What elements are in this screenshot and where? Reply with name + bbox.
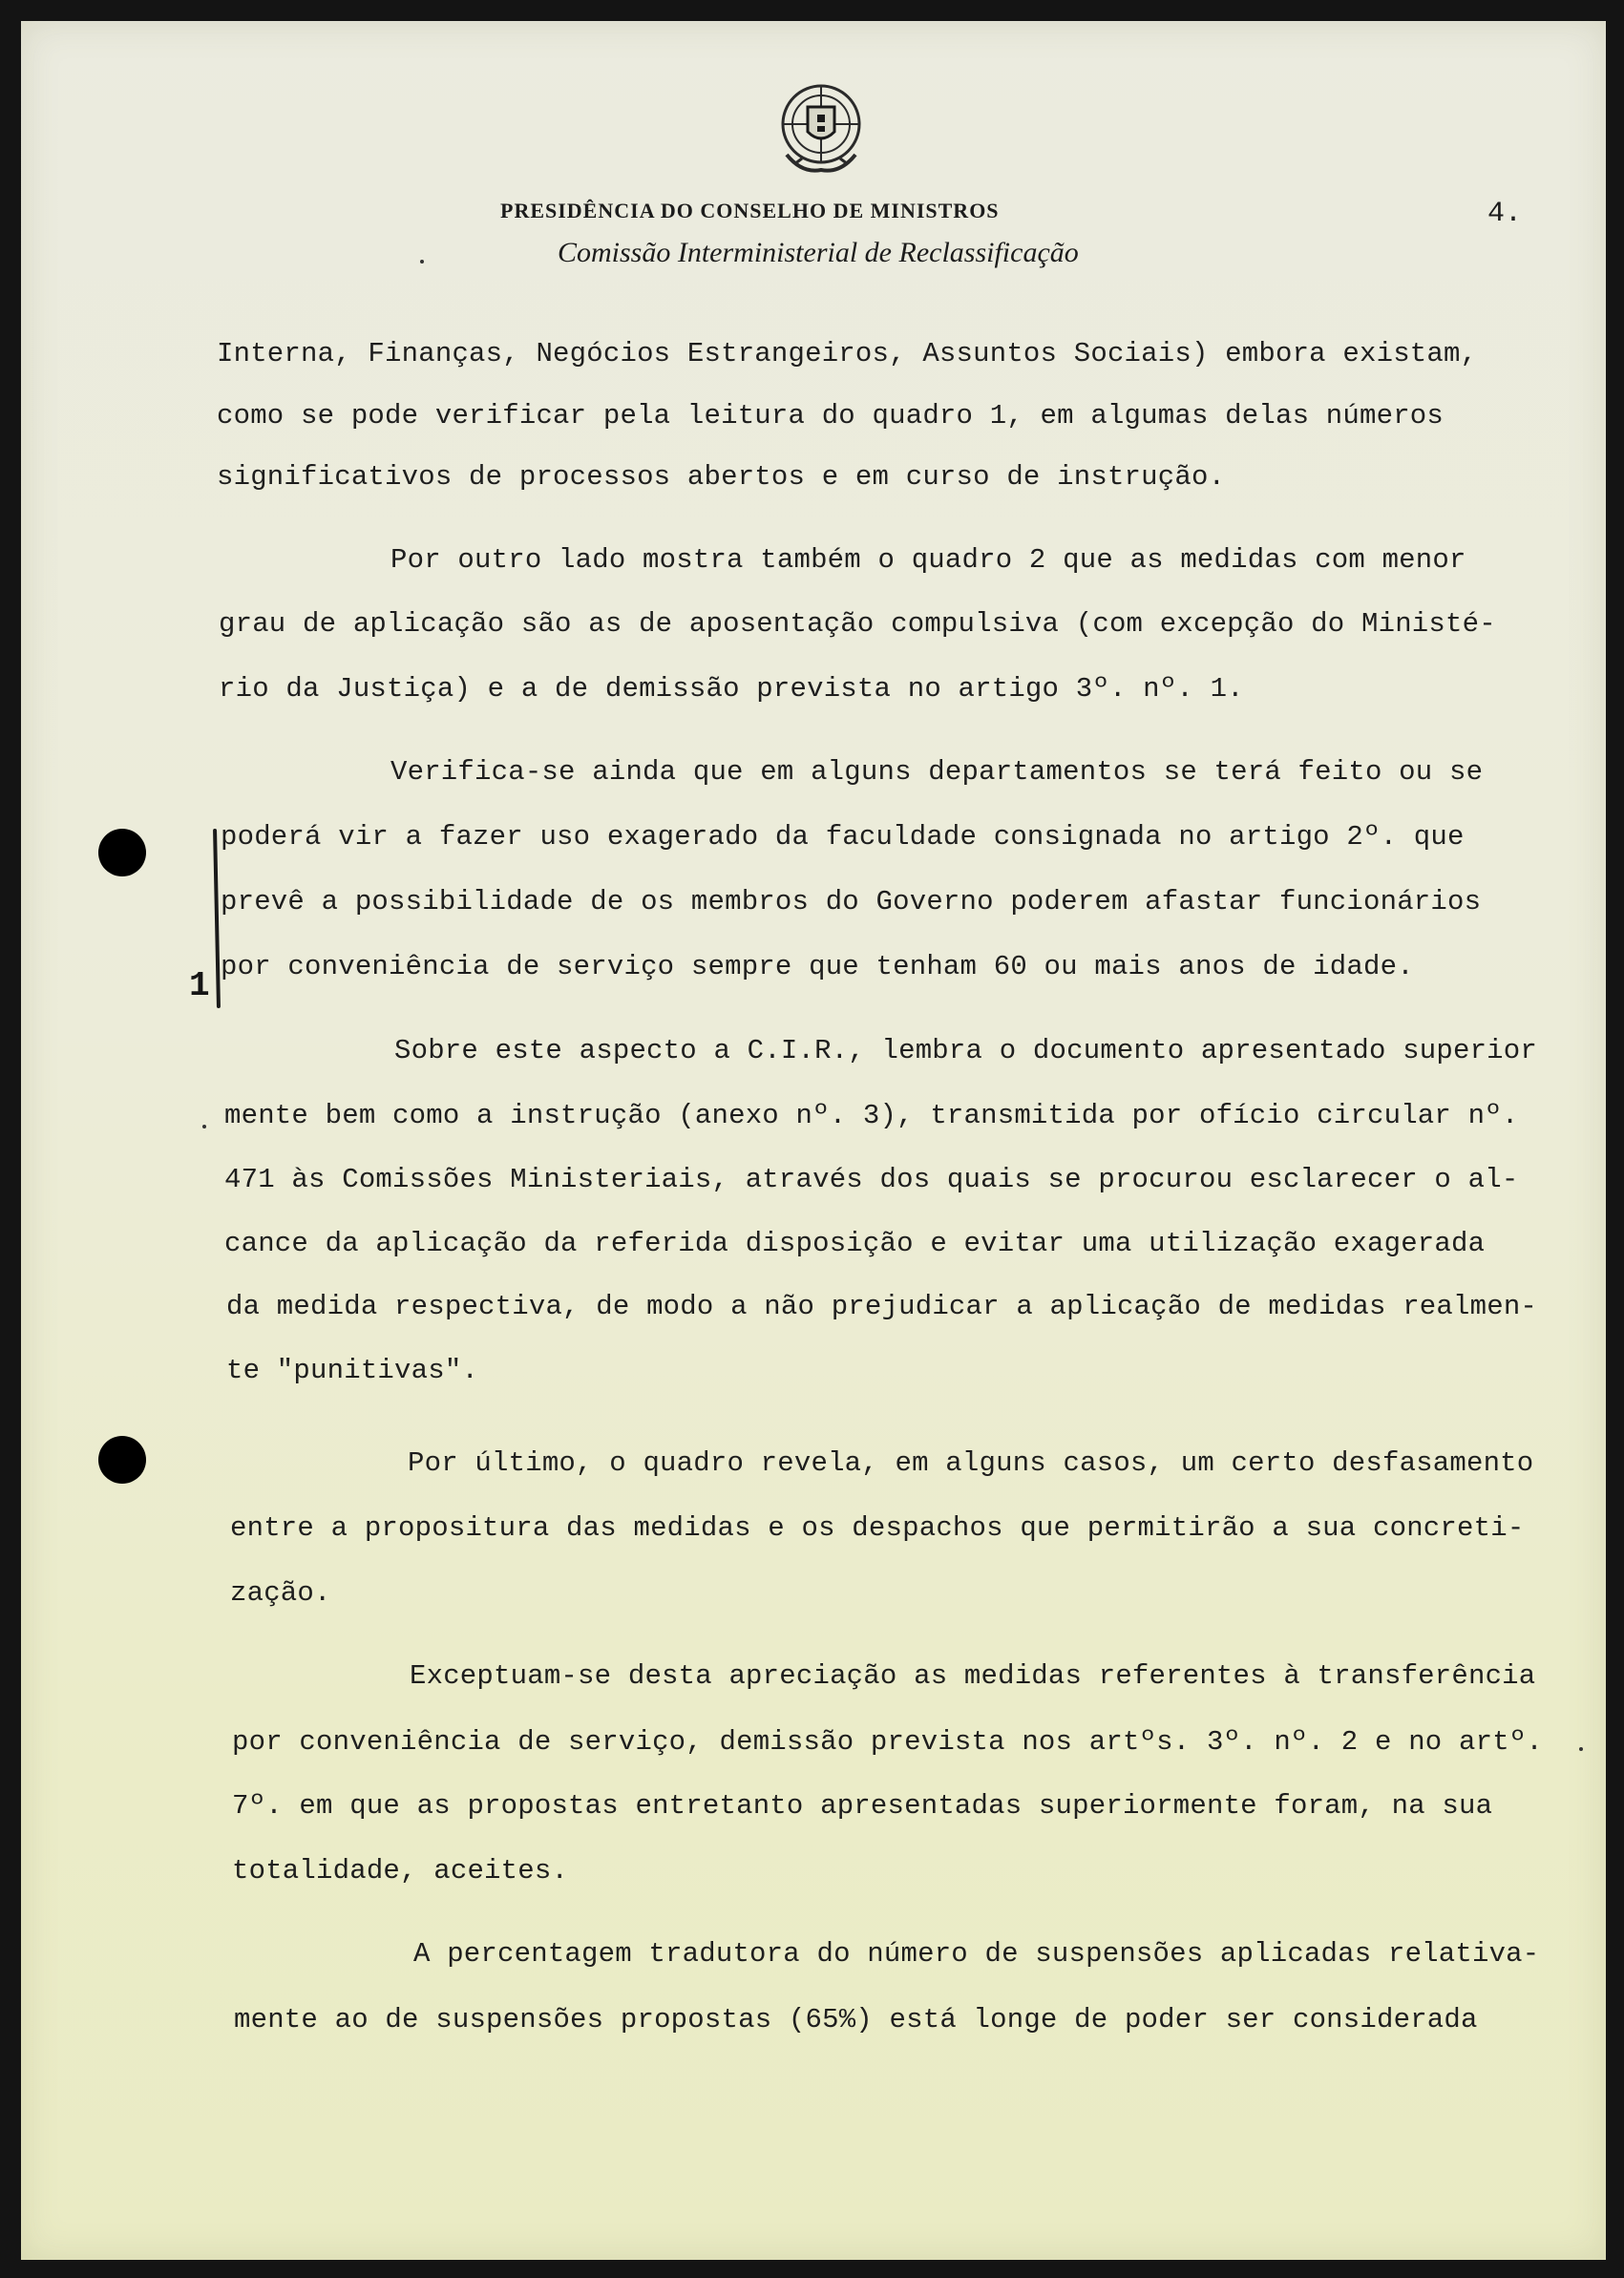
body-line: entre a propositura das medidas e os despachos que permitirão a sua concreti- [230,1512,1525,1544]
margin-bracket-line [213,829,221,1008]
punch-hole-top [98,829,146,876]
ink-speck [202,1125,206,1128]
body-line: como se pode verificar pela leitura do quadro 1, em algumas delas números [217,400,1445,432]
body-line: grau de aplicação são as de aposentação compulsiva (com excepção do Ministé- [219,608,1496,640]
body-line: A percentagem tradutora do número de suspensões aplicadas relativa- [413,1938,1540,1970]
body-line: totalidade, aceites. [232,1855,569,1887]
body-line: Exceptuam-se desta apreciação as medidas referentes à transferência [410,1660,1536,1692]
ink-speck [1579,1747,1583,1751]
body-line: rio da Justiça) e a de demissão prevista no artigo 3º. nº. 1. [219,673,1244,705]
body-line: por conveniência de serviço sempre que tenham 60 ou mais anos de idade. [221,951,1414,982]
coat-of-arms-icon [773,78,869,183]
letterhead-subtitle: Comissão Interministerial de Reclassificação [558,237,1079,268]
margin-note: 1 [189,966,210,1005]
body-line: Por outro lado mostra também o quadro 2 que as medidas com menor [390,544,1466,576]
body-line: 471 às Comissões Ministeriais, através dos quais se procurou esclarecer o al- [224,1164,1519,1195]
document-page [21,21,1606,2260]
body-line: por conveniência de serviço, demissão prevista nos artºs. 3º. nº. 2 e no artº. [232,1726,1544,1758]
body-line: Interna, Finanças, Negócios Estrangeiros, Assuntos Sociais) embora existam, [217,338,1478,369]
body-line: Por último, o quadro revela, em alguns casos, um certo desfasamento [408,1447,1534,1479]
body-line: zação. [230,1577,331,1609]
body-line: prevê a possibilidade de os membros do Governo poderem afastar funcionários [221,886,1482,918]
page-number: 4. [1487,198,1523,230]
body-line: mente bem como a instrução (anexo nº. 3), transmitida por ofício circular nº. [224,1100,1519,1131]
letterhead-title: PRESIDÊNCIA DO CONSELHO DE MINISTROS [500,199,1000,222]
body-line: da medida respectiva, de modo a não prejudicar a aplicação de medidas realmen- [226,1291,1538,1322]
punch-hole-bottom [98,1436,146,1484]
body-line: mente ao de suspensões propostas (65%) está longe de poder ser considerada [234,2004,1478,2035]
body-line: 7º. em que as propostas entretanto apresentadas superiormente foram, na sua [232,1790,1493,1822]
ink-speck [420,260,424,264]
body-line: Sobre este aspecto a C.I.R., lembra o documento apresentado superior [394,1035,1537,1066]
body-line: poderá vir a fazer uso exagerado da faculdade consignada no artigo 2º. que [221,821,1465,853]
body-line: Verifica-se ainda que em alguns departamentos se terá feito ou se [390,756,1484,788]
body-line: te "punitivas". [226,1355,479,1386]
body-line: significativos de processos abertos e em curso de instrução. [217,461,1226,493]
body-line: cance da aplicação da referida disposição e evitar uma utilização exagerada [224,1228,1486,1259]
